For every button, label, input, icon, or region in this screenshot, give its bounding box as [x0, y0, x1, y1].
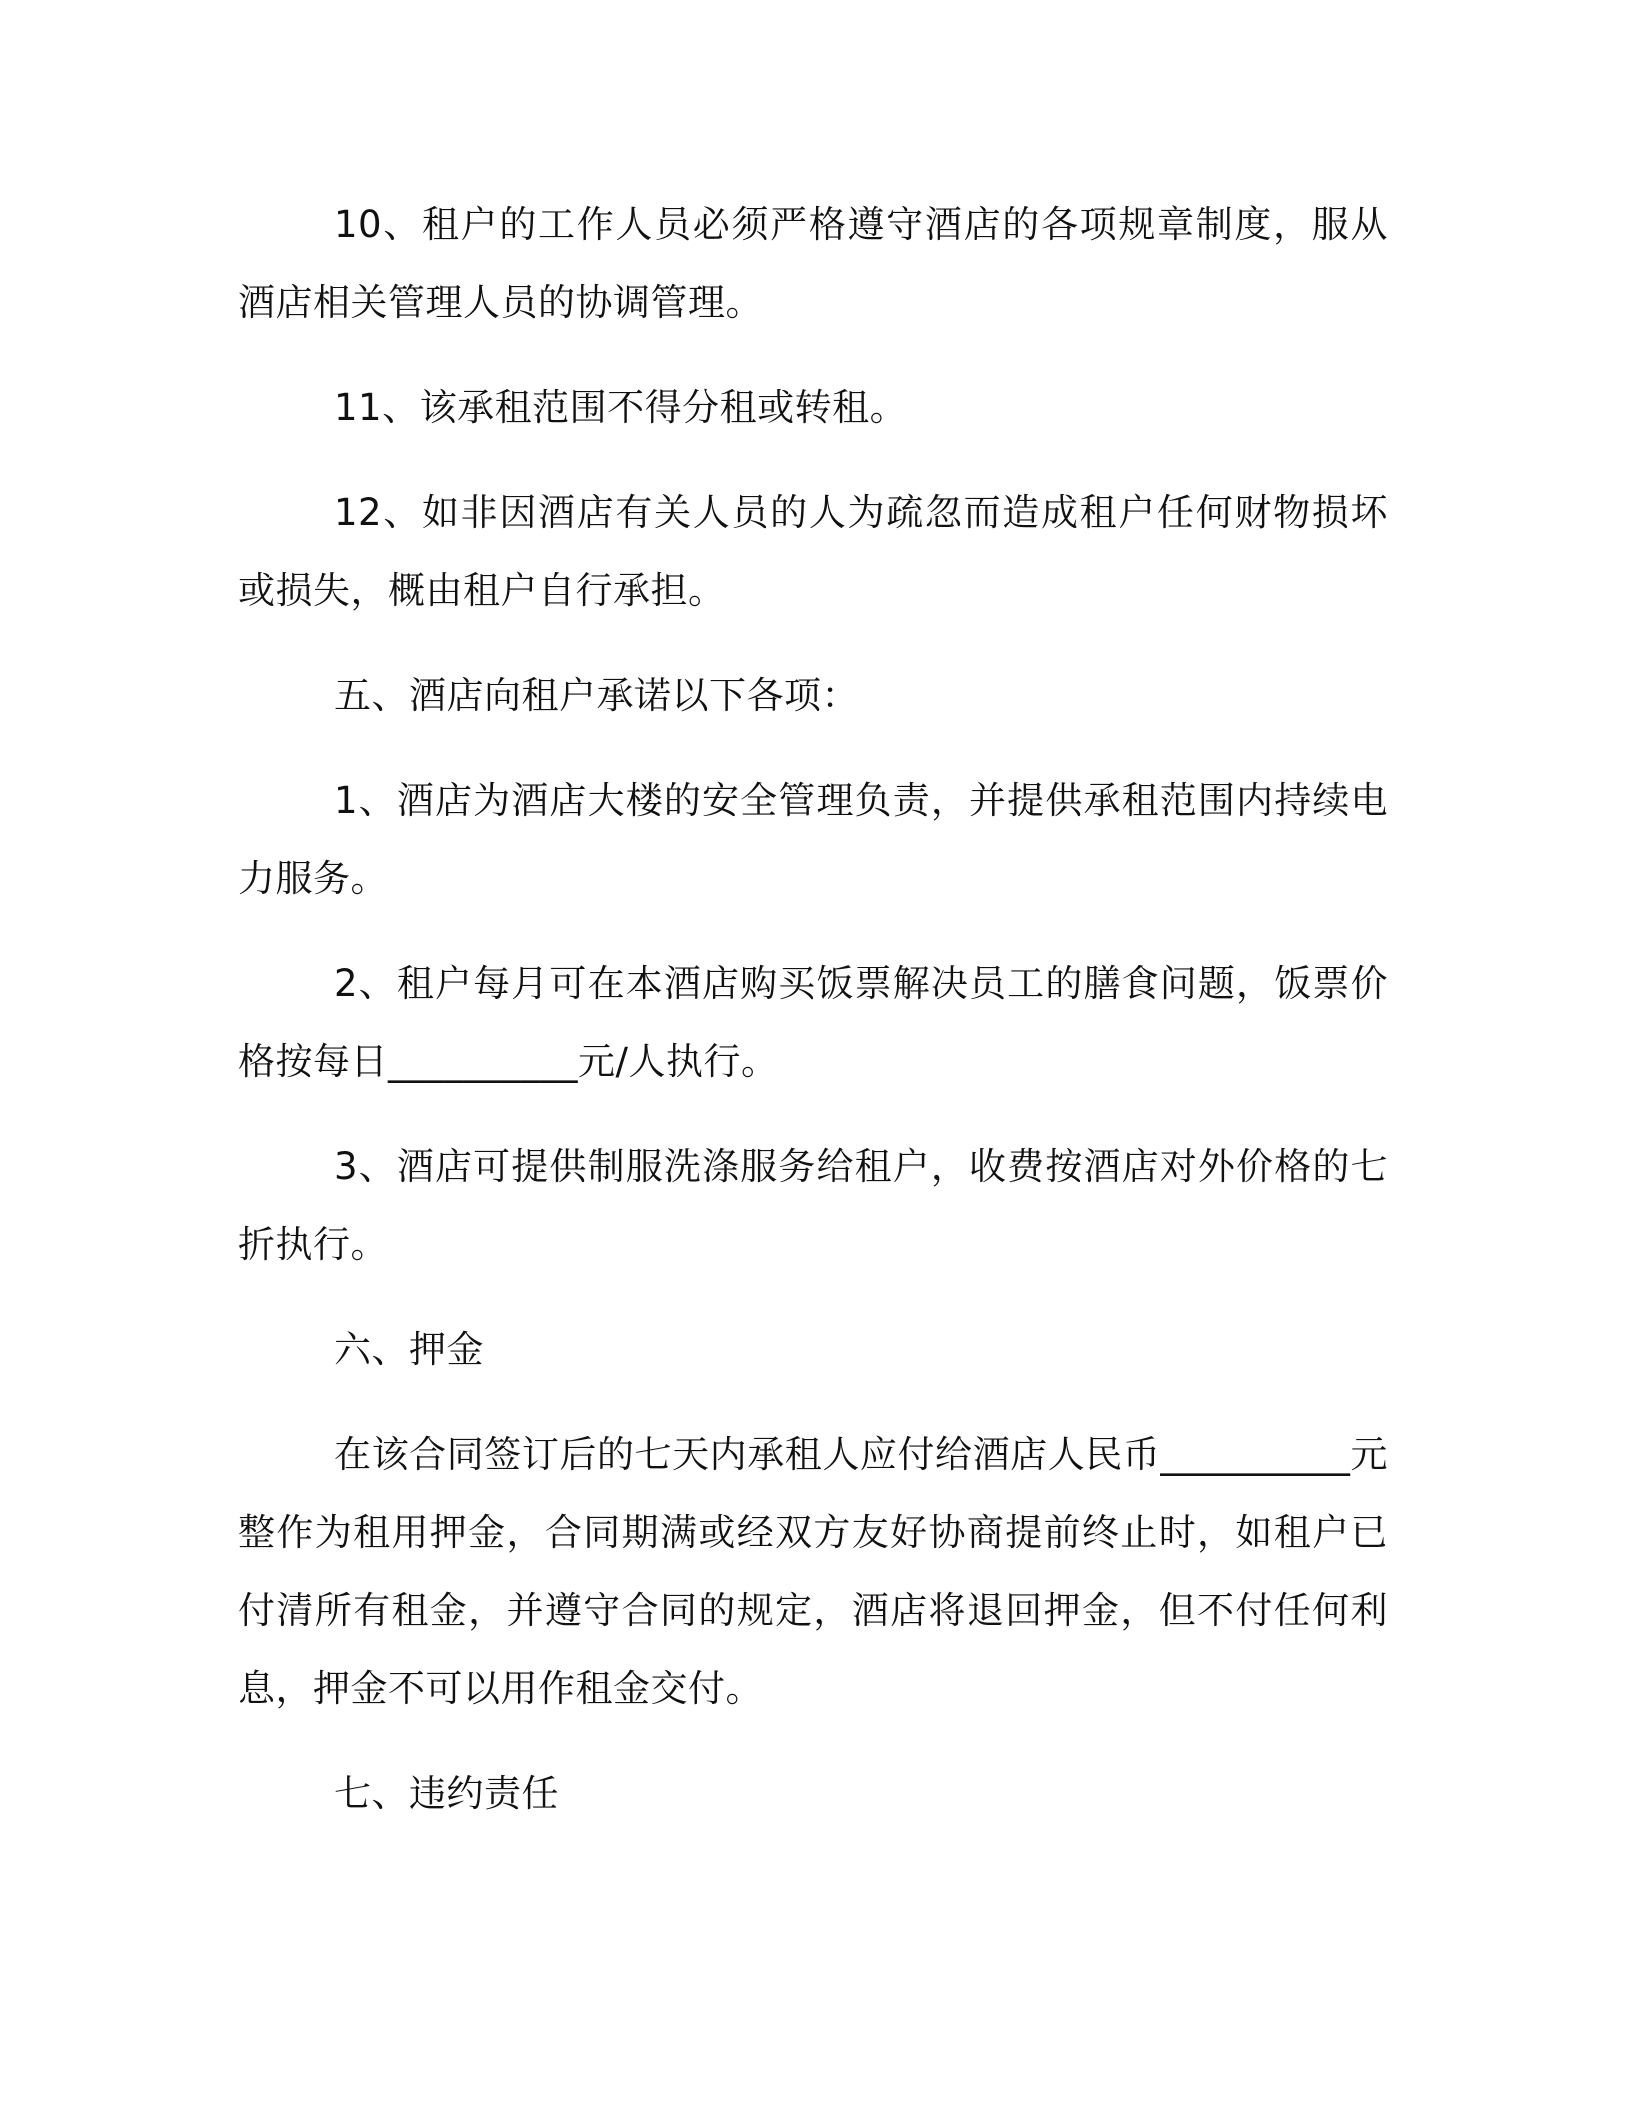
clause-11-paragraph: 11、该承租范围不得分租或转租。: [334, 386, 908, 429]
section-5-item-3: 3、酒店可提供制服洗涤服务给租户，收费按酒店对外价格的七折执行。: [238, 1145, 1388, 1266]
clause-12-paragraph: 12、如非因酒店有关人员的人为疏忽而造成租户任何财物损坏或损失，概由租户自行承担。: [238, 491, 1388, 612]
section-5-item-1: 1、酒店为酒店大楼的安全管理负责，并提供承租范围内持续电力服务。: [238, 779, 1388, 900]
document-body: [238, 186, 1388, 1860]
section-7-heading: 七、违约责任: [334, 1772, 559, 1815]
section-5-heading: 五、酒店向租户承诺以下各项：: [334, 674, 859, 717]
clause-10-paragraph: 10、租户的工作人员必须严格遵守酒店的各项规章制度，服从酒店相关管理人员的协调管理。: [238, 203, 1388, 324]
section-6-heading: 六、押金: [334, 1328, 484, 1371]
deposit-paragraph: 在该合同签订后的七天内承租人应付给酒店人民币__________元整作为租用押金，合同期满或经双方友好协商提前终止时，如租户已付清所有租金，并遵守合同的规定，酒店将退回押金，但不付任何利息，押金不可以用作租金交付。: [238, 1433, 1388, 1710]
section-5-item-2: 2、租户每月可在本酒店购买饭票解决员工的膳食问题，饭票价格按每日__________元/人执行。: [238, 962, 1388, 1083]
